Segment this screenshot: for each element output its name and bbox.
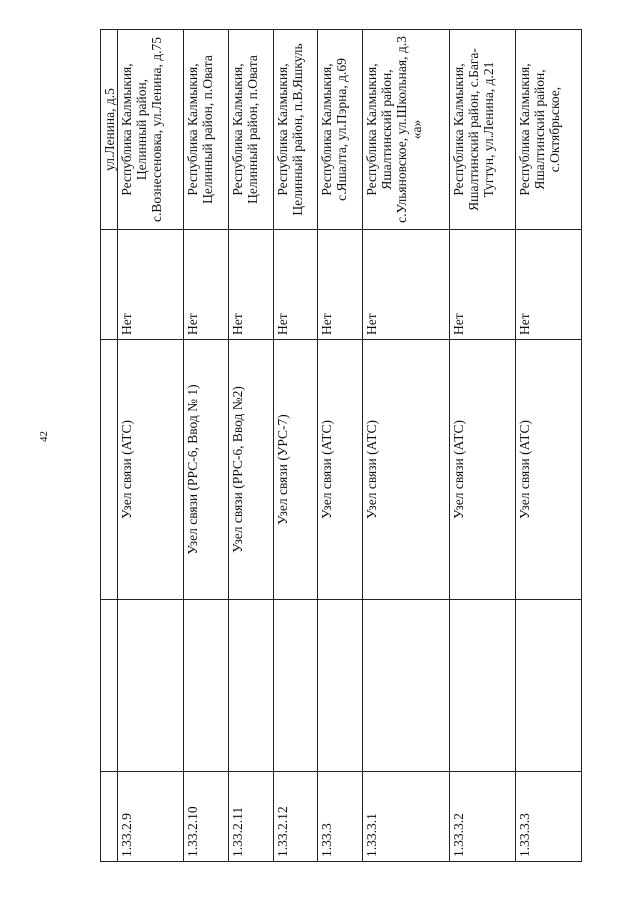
cell-flag: Нет — [183, 230, 228, 340]
cell-address: Республика Калмыкия, Яшалтинский район, с.Ульяновское, ул.Школьная, д.3 «а» — [363, 30, 450, 230]
table-row — [450, 30, 516, 862]
cell-flag: Нет — [450, 230, 516, 340]
rotated-table-container — [100, 30, 582, 862]
cell-name: Узел связи (АТС) — [118, 340, 184, 600]
cell-code: 1.33.2.10 — [183, 772, 228, 862]
cell-blank — [450, 600, 516, 772]
cell-address: ул.Ленина, д.5 — [101, 30, 118, 230]
table-row — [118, 30, 184, 862]
cell-name — [101, 340, 118, 600]
cell-code: 1.33.3.3 — [516, 772, 582, 862]
cell-flag: Нет — [228, 230, 273, 340]
cell-blank — [183, 600, 228, 772]
cell-address: Республика Калмыкия, Целинный район, п.Овата — [228, 30, 273, 230]
page-number: 42 — [38, 431, 50, 442]
cell-code: 1.33.3.1 — [363, 772, 450, 862]
cell-name: Узел связи (АТС) — [363, 340, 450, 600]
cell-flag: Нет — [318, 230, 363, 340]
cell-name: Узел связи (АТС) — [318, 340, 363, 600]
cell-blank — [118, 600, 184, 772]
cell-flag: Нет — [363, 230, 450, 340]
cell-blank — [228, 600, 273, 772]
table-row — [228, 30, 273, 862]
table-row — [273, 30, 318, 862]
cell-blank — [318, 600, 363, 772]
cell-address: Республика Калмыкия, Целинный район, с.Вознесеновка, ул.Ленина, д.75 — [118, 30, 184, 230]
cell-code: 1.33.3 — [318, 772, 363, 862]
cell-code: 1.33.2.9 — [118, 772, 184, 862]
cell-code: 1.33.2.11 — [228, 772, 273, 862]
cell-address: Республика Калмыкия, Целинный район, п.Овата — [183, 30, 228, 230]
table-row — [318, 30, 363, 862]
registry-table — [100, 29, 582, 862]
cell-name: Узел связи (РРС-6, Ввод №2) — [228, 340, 273, 600]
table-row — [183, 30, 228, 862]
cell-code — [101, 772, 118, 862]
cell-address: Республика Калмыкия, Целинный район, п.В.Яшкуль — [273, 30, 318, 230]
cell-blank — [363, 600, 450, 772]
cell-address: Республика Калмыкия, с.Яшалта, ул.Пэрна, д.69 — [318, 30, 363, 230]
table-row — [516, 30, 582, 862]
cell-name: Узел связи (АТС) — [450, 340, 516, 600]
cell-flag: Нет — [516, 230, 582, 340]
cell-code: 1.33.3.2 — [450, 772, 516, 862]
cell-blank — [516, 600, 582, 772]
cell-flag: Нет — [118, 230, 184, 340]
cell-name: Узел связи (АТС) — [516, 340, 582, 600]
table-row-top-fragment — [101, 30, 118, 862]
cell-blank — [273, 600, 318, 772]
cell-flag — [101, 230, 118, 340]
table-row — [363, 30, 450, 862]
cell-name: Узел связи (УРС-7) — [273, 340, 318, 600]
cell-name: Узел связи (РРС-6, Ввод № 1) — [183, 340, 228, 600]
cell-code: 1.33.2.12 — [273, 772, 318, 862]
cell-blank — [101, 600, 118, 772]
cell-address: Республика Калмыкия, Яшалтинский район, с.Бага-Тугтун, ул.Ленина, д.21 — [450, 30, 516, 230]
cell-flag: Нет — [273, 230, 318, 340]
cell-address: Республика Калмыкия, Яшалтинский район, с.Октябрьское, — [516, 30, 582, 230]
